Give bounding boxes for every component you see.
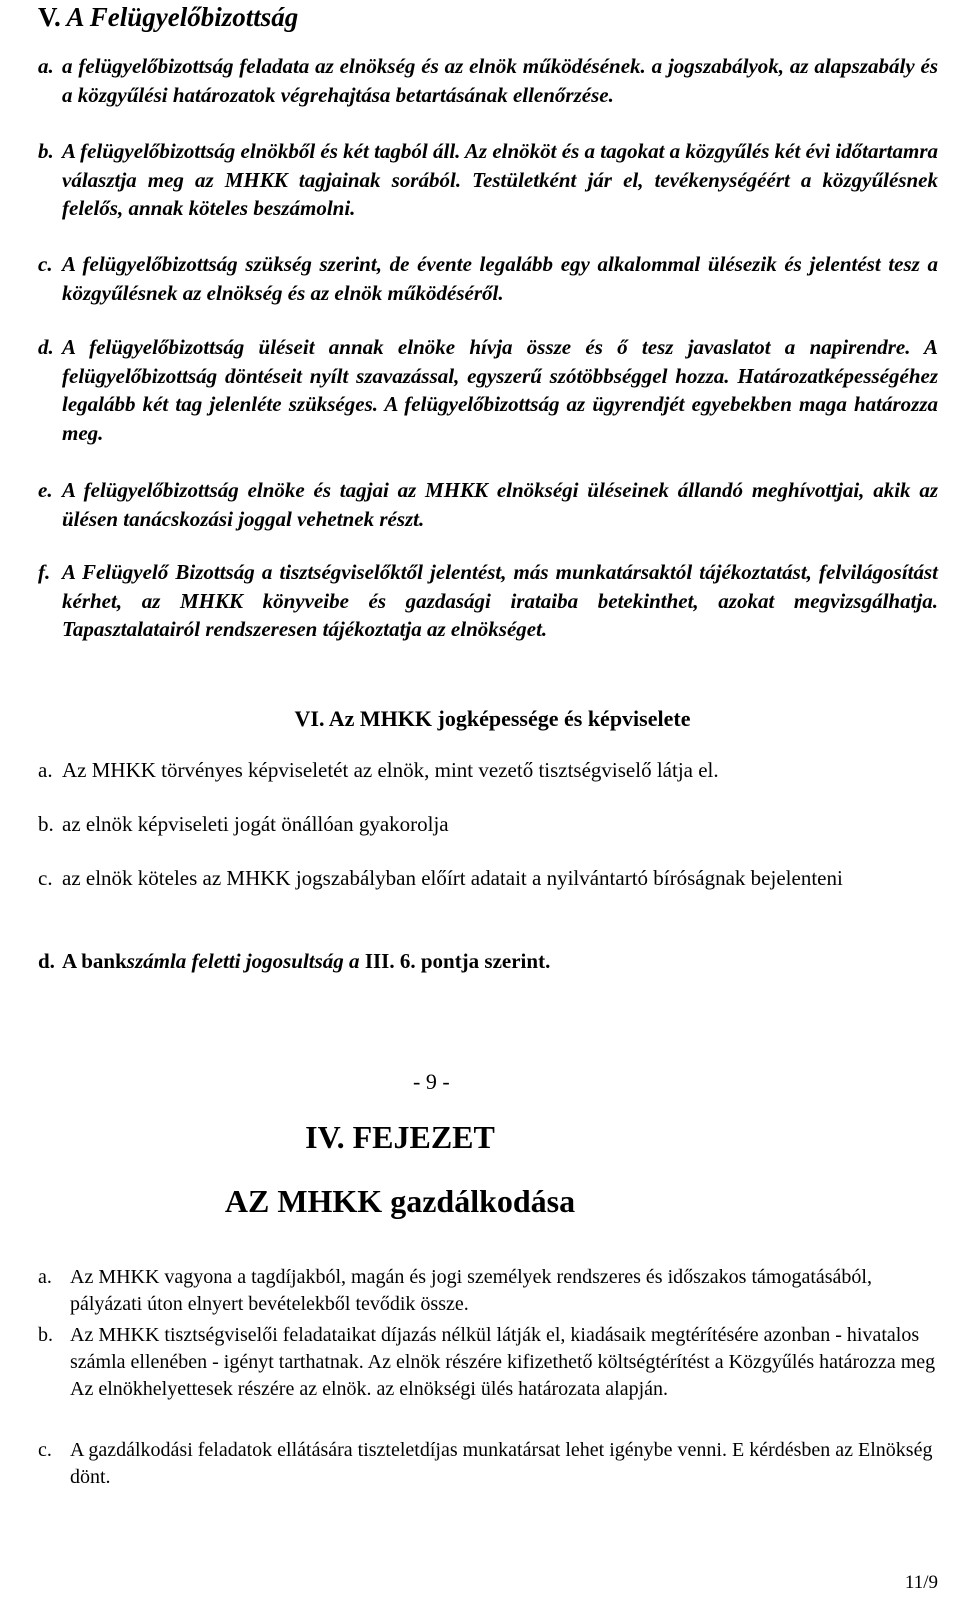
item-text: Az MHKK vagyona a tagdíjakból, magán és jogi személyek rendszeres és időszakos támogatásából, pályázati úton elnyert bevételekből tevődik össze. — [70, 1266, 872, 1316]
item-text: A felügyelőbizottság üléseit annak elnöke hívja össze és ő tesz javaslatot a napirendre. A felügyelőbizottság döntéseit nyílt szavazással, egyszerű szótöbbséggel hozza. Határozatképességéhez legalább két tag jelenléte szükséges. A felügyelőbizottság az ügyrendjét egyebekben maga határozza meg. — [62, 335, 938, 445]
section-5-heading — [38, 2, 298, 33]
item-label: c. — [38, 866, 53, 890]
section-5-item-b — [38, 137, 938, 223]
item-text: az elnök képviseleti jogát önállóan gyakorolja — [62, 812, 449, 836]
chapter-title: AZ MHKK gazdálkodása — [224, 1183, 576, 1219]
section-5-item-a — [38, 52, 938, 109]
item-text: az elnök köteles az MHKK jogszabályban előírt adatait a nyilvántartó bíróságnak bejelenteni — [62, 866, 843, 890]
section-5-item-c — [38, 250, 938, 307]
item-label: e. — [38, 478, 53, 502]
section-5-item-f — [38, 558, 938, 644]
item-label: b. — [38, 812, 54, 836]
item-text-part: A bank — [62, 949, 127, 973]
item-label: c. — [38, 252, 53, 276]
section-6-item-a — [38, 756, 938, 785]
item-text: Az MHKK törvényes képviseletét az elnök, mint vezető tisztségviselő látja el. — [62, 758, 719, 782]
item-label: d. — [38, 949, 55, 973]
item-label: f. — [38, 560, 51, 584]
item-label: c. — [38, 1439, 52, 1461]
footer-page-label: 11/9 — [904, 1572, 938, 1593]
chapter-item-b — [38, 1322, 938, 1404]
item-label: b. — [38, 139, 54, 163]
section-5-item-e — [38, 476, 938, 533]
section-6-item-b — [38, 810, 938, 839]
section-6-item-c — [38, 864, 870, 893]
item-text-part: III. 6. pontja szerint. — [359, 949, 551, 973]
item-text-part-italic: számla feletti jogosultság a — [126, 949, 360, 973]
item-text: A gazdálkodási feladatok ellátására tiszteletdíjas munkatársat lehet igénybe venni. E kérdésben az Elnökség dönt. — [70, 1439, 933, 1489]
chapter-item-c — [38, 1437, 938, 1491]
item-label: a. — [38, 758, 53, 782]
section-6-heading — [0, 706, 960, 732]
item-label: b. — [38, 1324, 53, 1346]
section-5-item-d — [38, 333, 938, 447]
item-text: A felügyelőbizottság szükség szerint, de évente legalább egy alkalommal ülésezik és jelentést tesz a közgyűlésnek az elnökség és az elnök működéséről. — [62, 252, 938, 305]
section-5-title: A Felügyelőbizottság — [66, 2, 299, 32]
item-text: A felügyelőbizottság elnöke és tagjai az MHKK elnökségi üléseinek állandó meghívottjai, akik az ülésen tanácskozási joggal vehetnek részt. — [62, 478, 938, 531]
item-text: a felügyelőbizottság feladata az elnökség és az elnök működésének. a jogszabályok, az alapszabály és a közgyűlési határozatok végrehajtása betartásának ellenőrzése. — [62, 54, 938, 107]
item-text: Az MHKK tisztségviselői feladataikat díjazás nélkül látják el, kiadásaik megtérítésére azonban - hivatalos számla ellenében - igényt tarthatnak. Az elnök részére kifizethető költségtérítést a Közgyűlés határozza meg Az elnökhelyettesek részére az elnök. az elnökségi ülés határozata alapján. — [70, 1324, 936, 1401]
chapter-number: IV. FEJEZET — [305, 1119, 495, 1155]
item-label: a. — [38, 1266, 52, 1288]
page-number: - 9 - — [413, 1069, 450, 1094]
chapter-item-a — [38, 1264, 938, 1318]
item-text — [38, 947, 938, 976]
section-6-item-d — [38, 947, 938, 976]
item-text: A Felügyelő Bizottság a tisztségviselőktől jelentést, más munkatársaktól tájékoztatást, felvilágosítást kérhet, az MHKK könyveibe és gazdasági irataiba betekinthet, azokat megvizsgálhatja. Tapasztalatairól rendszeresen tájékoztatja az elnökséget. — [62, 560, 938, 641]
section-6-title: Az MHKK jogképessége és képviselete — [328, 706, 691, 731]
item-text: A felügyelőbizottság elnökből és két tagból áll. Az elnököt és a tagokat a közgyűlés két évi időtartamra választja meg az MHKK tagjainak sorából. Testületként jár el, tevékenységéért a közgyűlésnek felelős, annak köteles beszámolni. — [62, 139, 938, 220]
section-6-number: VI. — [294, 706, 325, 731]
section-5-number: V. — [38, 2, 61, 32]
item-label: d. — [38, 335, 54, 359]
item-label: a. — [38, 54, 54, 78]
